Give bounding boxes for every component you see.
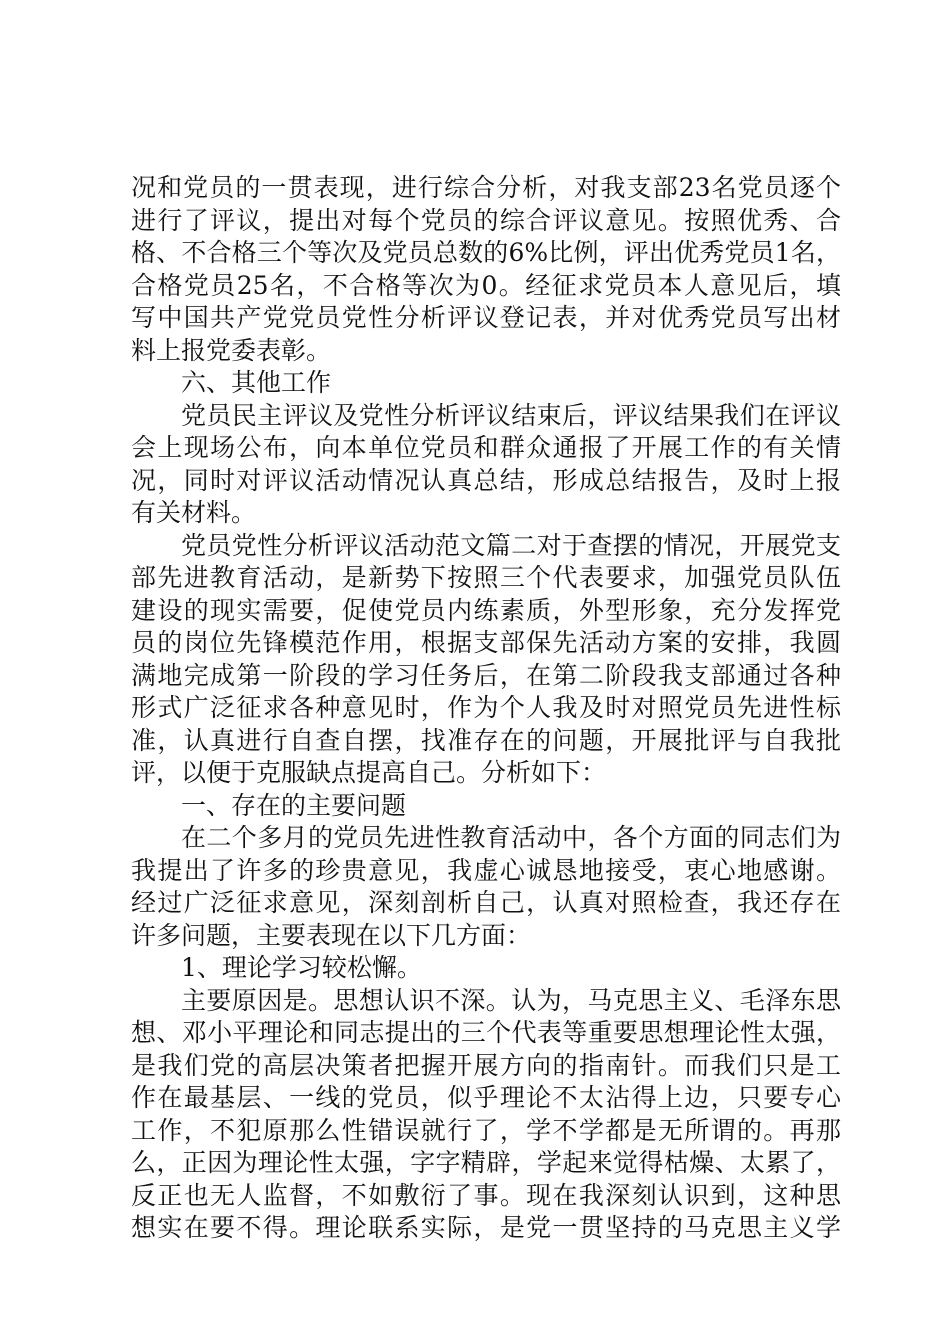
- text-line: 是我们党的高层决策者把握开展方向的指南针。而我们只是工: [131, 1050, 841, 1080]
- text-line: 况，同时对评议活动情况认真总结，形成总结报告，及时上报: [131, 465, 841, 495]
- paragraph-first-line: 在二个多月的党员先进性教育活动中，各个方面的同志们为: [181, 823, 841, 852]
- text-line: 进行了评议，提出对每个党员的综合评议意见。按照优秀、合: [131, 205, 841, 235]
- text-line: 合格党员25名，不合格等次为0。经征求党员本人意见后，填: [131, 270, 841, 300]
- section-heading: 六、其他工作: [181, 368, 332, 397]
- text-line: 作在最基层、一线的党员，似乎理论不太沾得上边，只要专心: [131, 1083, 841, 1112]
- text-line: 反正也无人监督，不如敷衍了事。现在我深刻认识到，这种思: [131, 1180, 841, 1210]
- text-line: 员的岗位先锋模范作用，根据支部保先活动方案的安排，我圆: [131, 628, 841, 657]
- text-line: 许多问题，主要表现在以下几方面：: [131, 920, 532, 950]
- text-line: 料上报党委表彰。: [131, 335, 332, 365]
- subsection-heading: 1、理论学习较松懈。: [181, 953, 422, 982]
- paragraph-first-line: 主要原因是。思想认识不深。认为，马克思主义、毛泽东思: [181, 985, 841, 1015]
- text-line: 我提出了许多的珍贵意见，我虚心诚恳地接受，衷心地感谢。: [131, 855, 841, 885]
- text-line: 满地完成第一阶段的学习任务后，在第二阶段我支部通过各种: [131, 660, 841, 690]
- paragraph-first-line: 党员党性分析评议活动范文篇二对于查摆的情况，开展党支: [181, 530, 841, 560]
- section-heading: 一、存在的主要问题: [181, 790, 407, 820]
- text-line: 部先进教育活动，是新势下按照三个代表要求，加强党员队伍: [131, 563, 841, 592]
- text-line: 评，以便于克服缺点提高自己。分析如下：: [131, 758, 607, 787]
- text-line: 形式广泛征求各种意见时，作为个人我及时对照党员先进性标: [131, 693, 841, 722]
- paragraph-first-line: 党员民主评议及党性分析评议结束后，评议结果我们在评议: [181, 400, 841, 430]
- text-line: 况和党员的一贯表现，进行综合分析，对我支部23名党员逐个: [131, 173, 841, 202]
- text-line: 写中国共产党党员党性分析评议登记表，并对优秀党员写出材: [131, 303, 841, 332]
- text-line: 想实在要不得。理论联系实际，是党一贯坚持的马克思主义学: [131, 1213, 841, 1242]
- text-line: 准，认真进行自查自摆，找准存在的问题，开展批评与自我批: [131, 725, 841, 755]
- text-line: 建设的现实需要，促使党员内练素质，外型形象，充分发挥党: [131, 595, 841, 625]
- text-line: 经过广泛征求意见，深刻剖析自己，认真对照检查，我还存在: [131, 888, 841, 917]
- document-page: [131, 172, 841, 1245]
- text-line: 会上现场公布，向本单位党员和群众通报了开展工作的有关情: [131, 433, 841, 462]
- text-line: 想、邓小平理论和同志提出的三个代表等重要思想理论性太强，: [131, 1018, 841, 1047]
- text-line: 么，正因为理论性太强，字字精辟，学起来觉得枯燥、太累了，: [131, 1148, 841, 1177]
- text-line: 有关材料。: [131, 498, 257, 527]
- text-line: 工作，不犯原那么性错误就行了，学不学都是无所谓的。再那: [131, 1115, 841, 1145]
- text-line: 格、不合格三个等次及党员总数的6%比例，评出优秀党员1名，: [131, 238, 841, 267]
